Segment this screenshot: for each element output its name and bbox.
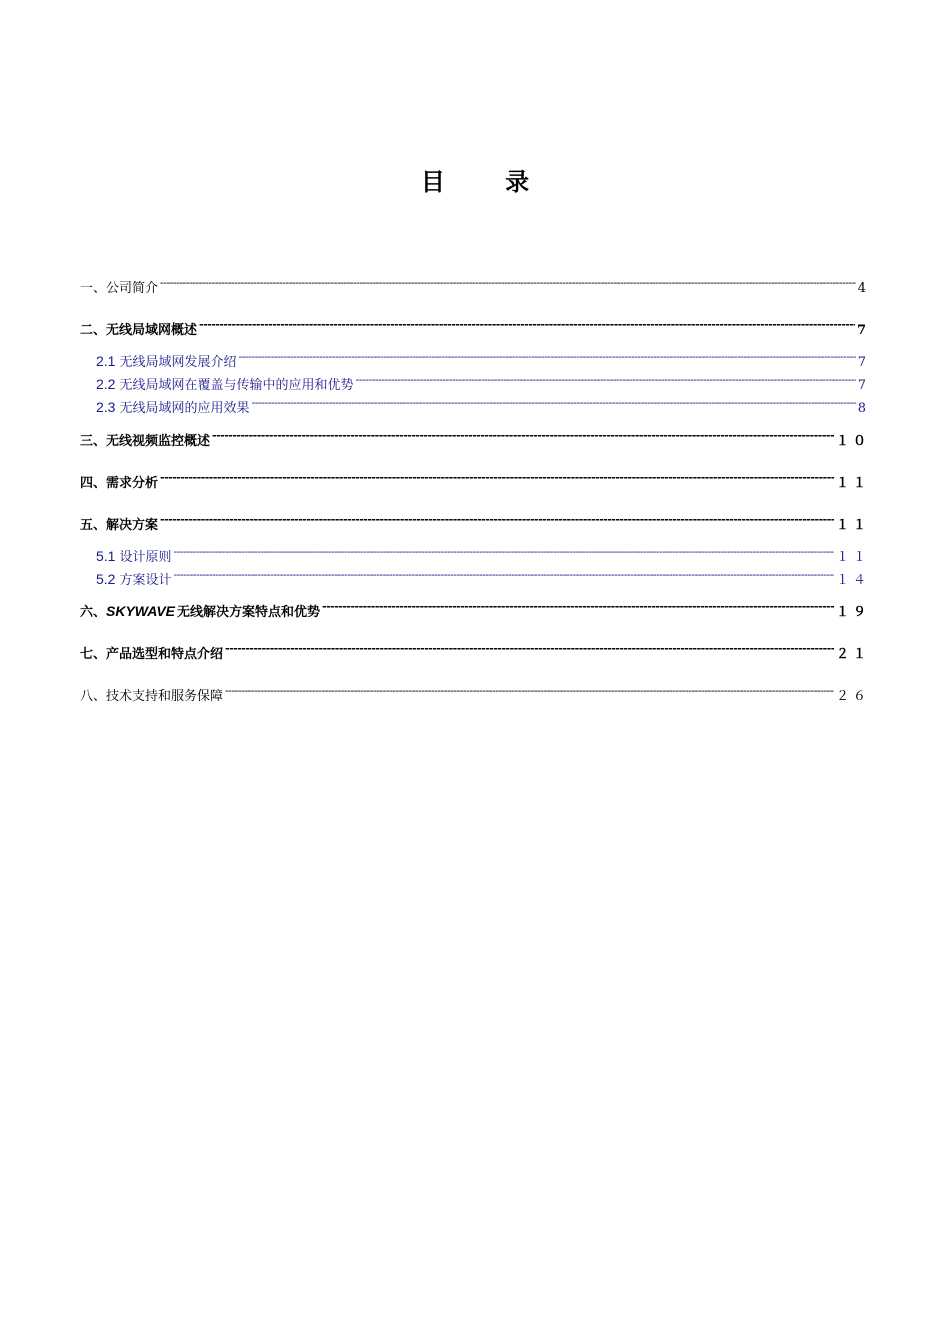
toc-entry-text: 方案设计 [119,573,172,588]
toc-entry-text: 五、解决方案 [80,518,159,533]
toc-entry-5-1[interactable] [96,543,870,567]
toc-entry-2-3[interactable] [96,394,870,418]
toc-entry-text: 无线局域网在覆盖与传输中的应用和优势 [119,378,354,393]
toc-entry-text: 无线局域网的应用效果 [119,401,250,416]
toc-entry-5-2[interactable] [96,566,870,590]
toc-page-number: 7 [857,378,870,393]
toc-entry-wlan-overview[interactable] [80,316,870,340]
toc-entry-tech-support[interactable] [80,682,870,706]
toc-entry-product-selection[interactable] [80,640,870,664]
toc-entry-company-intro[interactable] [80,274,870,298]
dot-leader [225,640,834,658]
dot-leader [251,394,855,412]
dot-leader [212,427,834,445]
dot-leader [173,543,834,561]
toc-title: 目 录 [420,168,556,196]
toc-page-number: １０ [835,434,870,449]
toc-entry-2-1[interactable] [96,348,870,372]
dot-leader [160,274,856,292]
dot-leader [160,469,834,487]
toc-entry-text: 无线局域网发展介绍 [119,355,237,370]
dot-leader [173,566,834,584]
toc-entry-number: 5.1 [96,548,116,564]
toc-entry-text: 四、需求分析 [80,476,159,491]
toc-page-number: １１ [835,518,870,533]
dot-leader [238,348,855,366]
toc-page-number: １１ [835,550,870,565]
toc-page-number: １４ [835,573,870,588]
toc-entry-number: 2.1 [96,353,116,369]
dot-leader [160,511,834,529]
toc-entry-text: 无线解决方案特点和优势 [177,605,321,620]
dot-leader [225,682,834,700]
toc-entry-text: 一、公司简介 [80,281,159,296]
brand-name: SKYWAVE [106,603,175,619]
toc-page-number: 4 [857,281,870,296]
dot-leader [199,316,855,334]
dot-leader [322,598,834,616]
toc-entry-requirements[interactable] [80,469,870,493]
toc-page-number: 7 [856,323,870,338]
toc-entry-video-surveillance[interactable] [80,427,870,451]
toc-entry-text: 二、无线局域网概述 [80,323,198,338]
toc-entry-text: 八、技术支持和服务保障 [80,689,224,704]
toc-entry-number: 六、 [80,605,107,620]
toc-entry-text: 三、无线视频监控概述 [80,434,211,449]
toc-page-number: １９ [835,605,870,620]
toc-page-number: ２６ [835,689,870,704]
toc-entry-number: 5.2 [96,571,116,587]
toc-entry-number: 2.3 [96,399,116,415]
toc-page-number: 7 [857,355,870,370]
toc-entry-text: 设计原则 [119,550,172,565]
toc-entry-solution[interactable] [80,511,870,535]
toc-entry-text: 七、产品选型和特点介绍 [80,647,224,662]
dot-leader [355,371,855,389]
toc-page-number: １１ [835,476,870,491]
toc-page-number: ２１ [835,647,870,662]
toc-entry-skywave-advantages[interactable] [80,598,870,622]
toc-entry-2-2[interactable] [96,371,870,395]
toc-page-number: 8 [857,401,870,416]
toc-entry-number: 2.2 [96,376,116,392]
